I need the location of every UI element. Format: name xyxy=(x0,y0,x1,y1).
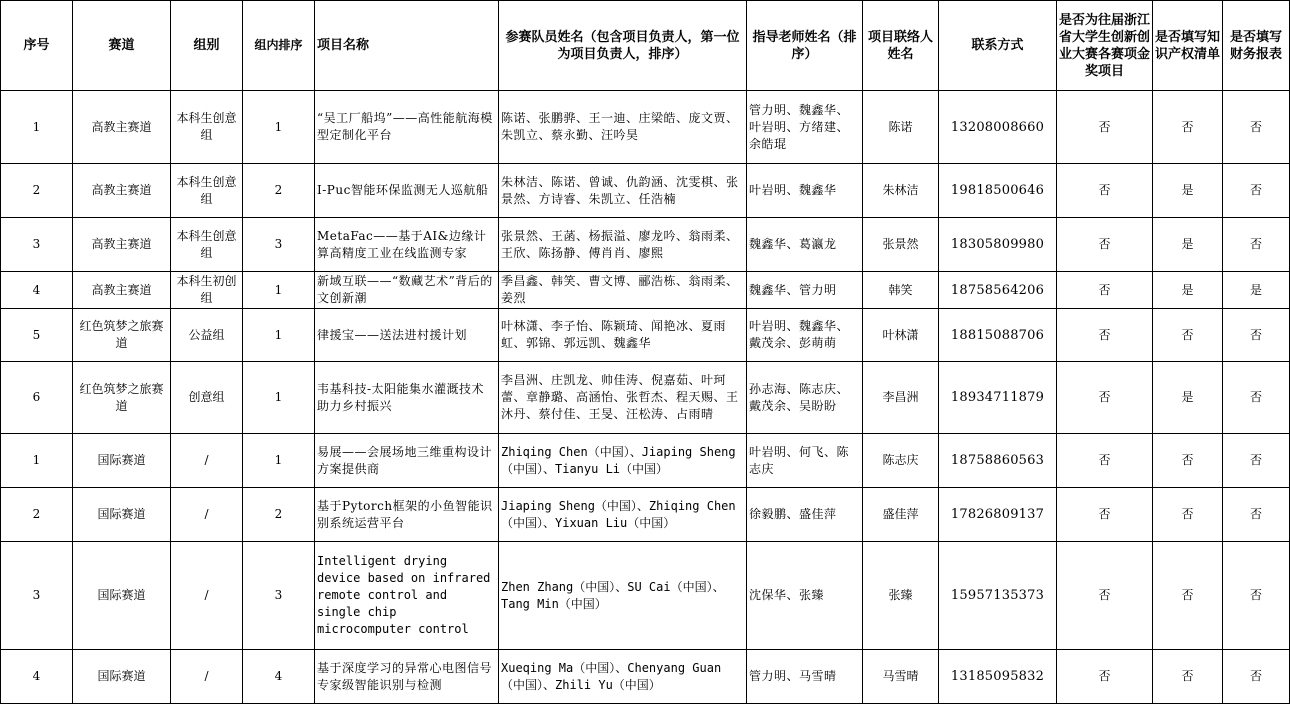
table-row xyxy=(1,91,1290,164)
cell-members: 叶林潇、李子怡、陈颖琦、闻艳冰、夏雨虹、郭锦、郭远凯、魏鑫华 xyxy=(499,309,747,362)
cell-phone: 18305809980 xyxy=(939,218,1057,272)
cell-project: “吴工厂船坞”——高性能航海模型定制化平台 xyxy=(315,91,499,164)
cell-no: 5 xyxy=(1,309,73,362)
table-row xyxy=(1,650,1290,704)
cell-rank: 2 xyxy=(243,164,315,218)
cell-gold-award: 否 xyxy=(1057,542,1153,650)
cell-finance: 否 xyxy=(1223,309,1290,362)
cell-gold-award: 否 xyxy=(1057,218,1153,272)
table-row xyxy=(1,309,1290,362)
cell-teachers: 徐毅鹏、盛佳萍 xyxy=(747,488,863,542)
cell-phone: 15957135373 xyxy=(939,542,1057,650)
cell-phone: 18934711879 xyxy=(939,362,1057,434)
cell-phone: 13185095832 xyxy=(939,650,1057,704)
header-row xyxy=(1,1,1290,91)
cell-finance: 否 xyxy=(1223,542,1290,650)
cell-group: 本科生创意组 xyxy=(171,91,243,164)
cell-ip-list: 否 xyxy=(1153,542,1223,650)
cell-finance: 否 xyxy=(1223,434,1290,488)
cell-rank: 1 xyxy=(243,309,315,362)
cell-rank: 1 xyxy=(243,272,315,309)
cell-finance: 否 xyxy=(1223,218,1290,272)
cell-contact-name: 韩笑 xyxy=(863,272,939,309)
cell-project: Intelligent drying device based on infrared remote control and single chip microcomputer control xyxy=(315,542,499,650)
header-project: 项目名称 xyxy=(315,1,499,91)
cell-project: MetaFac——基于AI&边缘计算高精度工业在线监测专家 xyxy=(315,218,499,272)
cell-track: 高教主赛道 xyxy=(73,272,171,309)
cell-ip-list: 是 xyxy=(1153,164,1223,218)
cell-gold-award: 否 xyxy=(1057,309,1153,362)
cell-no: 2 xyxy=(1,164,73,218)
header-group: 组别 xyxy=(171,1,243,91)
cell-track: 高教主赛道 xyxy=(73,91,171,164)
cell-project: I-Puc智能环保监测无人巡航船 xyxy=(315,164,499,218)
cell-phone: 18758564206 xyxy=(939,272,1057,309)
cell-members: 李昌洲、庄凯龙、帅佳涛、倪嘉茹、叶珂蕾、章静璐、高涵怡、张哲杰、程天赐、王沐丹、蔡付佳、王旻、汪松涛、占雨晴 xyxy=(499,362,747,434)
cell-no: 1 xyxy=(1,91,73,164)
cell-phone: 18758860563 xyxy=(939,434,1057,488)
table-row xyxy=(1,272,1290,309)
cell-finance: 否 xyxy=(1223,650,1290,704)
cell-members: 张景然、王菡、杨振溢、廖龙吟、翁雨柔、王欣、陈扬静、傅肖肖、廖熙 xyxy=(499,218,747,272)
cell-contact-name: 盛佳萍 xyxy=(863,488,939,542)
cell-teachers: 沈保华、张臻 xyxy=(747,542,863,650)
cell-ip-list: 否 xyxy=(1153,309,1223,362)
cell-rank: 1 xyxy=(243,434,315,488)
header-teachers: 指导老师姓名（排序） xyxy=(747,1,863,91)
cell-rank: 3 xyxy=(243,218,315,272)
cell-phone: 19818500646 xyxy=(939,164,1057,218)
table-row xyxy=(1,434,1290,488)
cell-contact-name: 陈诺 xyxy=(863,91,939,164)
cell-ip-list: 否 xyxy=(1153,91,1223,164)
table-row xyxy=(1,164,1290,218)
cell-ip-list: 否 xyxy=(1153,488,1223,542)
cell-contact-name: 张景然 xyxy=(863,218,939,272)
cell-project: 基于深度学习的异常心电图信号专家级智能识别与检测 xyxy=(315,650,499,704)
cell-finance: 否 xyxy=(1223,488,1290,542)
cell-gold-award: 否 xyxy=(1057,91,1153,164)
header-ip-list: 是否填写知识产权清单 xyxy=(1153,1,1223,91)
cell-members: 陈诺、张鹏骅、王一迪、庄梁皓、庞文贾、朱凯立、蔡永勤、汪吟昊 xyxy=(499,91,747,164)
cell-finance: 否 xyxy=(1223,362,1290,434)
cell-members: Jiaping Sheng（中国）、Zhiqing Chen（中国）、Yixuan Liu（中国） xyxy=(499,488,747,542)
cell-ip-list: 否 xyxy=(1153,650,1223,704)
cell-track: 红色筑梦之旅赛道 xyxy=(73,362,171,434)
cell-contact-name: 叶林潇 xyxy=(863,309,939,362)
header-contact-name: 项目联络人姓名 xyxy=(863,1,939,91)
cell-finance: 否 xyxy=(1223,91,1290,164)
cell-project: 律援宝——送法进村援计划 xyxy=(315,309,499,362)
cell-phone: 13208008660 xyxy=(939,91,1057,164)
header-track: 赛道 xyxy=(73,1,171,91)
cell-gold-award: 否 xyxy=(1057,434,1153,488)
cell-group: / xyxy=(171,542,243,650)
cell-members: 季昌鑫、韩笑、曹文博、郦浩栋、翁雨柔、姜烈 xyxy=(499,272,747,309)
cell-group: 公益组 xyxy=(171,309,243,362)
header-phone: 联系方式 xyxy=(939,1,1057,91)
cell-teachers: 孙志海、陈志庆、戴茂余、吴盼盼 xyxy=(747,362,863,434)
cell-gold-award: 否 xyxy=(1057,164,1153,218)
cell-group: 本科生创意组 xyxy=(171,164,243,218)
cell-teachers: 管力明、魏鑫华、叶岩明、方绪建、余皓琨 xyxy=(747,91,863,164)
cell-finance: 是 xyxy=(1223,272,1290,309)
cell-teachers: 叶岩明、魏鑫华 xyxy=(747,164,863,218)
cell-contact-name: 陈志庆 xyxy=(863,434,939,488)
cell-rank: 1 xyxy=(243,91,315,164)
cell-rank: 1 xyxy=(243,362,315,434)
cell-members: Zhiqing Chen（中国）、Jiaping Sheng（中国）、Tianyu Li（中国） xyxy=(499,434,747,488)
cell-teachers: 叶岩明、何飞、陈志庆 xyxy=(747,434,863,488)
cell-rank: 4 xyxy=(243,650,315,704)
cell-contact-name: 马雪晴 xyxy=(863,650,939,704)
cell-gold-award: 否 xyxy=(1057,650,1153,704)
cell-track: 国际赛道 xyxy=(73,434,171,488)
cell-ip-list: 否 xyxy=(1153,434,1223,488)
cell-no: 4 xyxy=(1,272,73,309)
header-members: 参赛队员姓名（包含项目负责人，第一位为项目负责人，排序） xyxy=(499,1,747,91)
cell-members: Xueqing Ma（中国）、Chenyang Guan（中国）、Zhili Yu（中国） xyxy=(499,650,747,704)
cell-group: 创意组 xyxy=(171,362,243,434)
cell-group: 本科生初创组 xyxy=(171,272,243,309)
cell-track: 国际赛道 xyxy=(73,488,171,542)
cell-project: 基于Pytorch框架的小鱼智能识别系统运营平台 xyxy=(315,488,499,542)
cell-teachers: 叶岩明、魏鑫华、戴茂余、彭萌萌 xyxy=(747,309,863,362)
cell-contact-name: 张臻 xyxy=(863,542,939,650)
cell-project: 易展——会展场地三维重构设计方案提供商 xyxy=(315,434,499,488)
cell-ip-list: 是 xyxy=(1153,218,1223,272)
cell-track: 国际赛道 xyxy=(73,542,171,650)
header-finance: 是否填写财务报表 xyxy=(1223,1,1290,91)
cell-no: 6 xyxy=(1,362,73,434)
table-row xyxy=(1,488,1290,542)
cell-ip-list: 是 xyxy=(1153,272,1223,309)
header-rank: 组内排序 xyxy=(243,1,315,91)
header-no: 序号 xyxy=(1,1,73,91)
cell-members: Zhen Zhang（中国）、SU Cai（中国）、Tang Min（中国） xyxy=(499,542,747,650)
cell-group: / xyxy=(171,434,243,488)
cell-members: 朱林洁、陈诺、曾诚、仇韵涵、沈雯棋、张景然、方诗睿、朱凯立、任浩楠 xyxy=(499,164,747,218)
cell-phone: 17826809137 xyxy=(939,488,1057,542)
cell-rank: 3 xyxy=(243,542,315,650)
cell-no: 3 xyxy=(1,218,73,272)
cell-project: 韦基科技-太阳能集水灌溉技术助力乡村振兴 xyxy=(315,362,499,434)
cell-project: 新域互联——“数藏艺术”背后的文创新潮 xyxy=(315,272,499,309)
cell-phone: 18815088706 xyxy=(939,309,1057,362)
cell-rank: 2 xyxy=(243,488,315,542)
cell-no: 2 xyxy=(1,488,73,542)
cell-group: / xyxy=(171,488,243,542)
cell-group: / xyxy=(171,650,243,704)
cell-track: 国际赛道 xyxy=(73,650,171,704)
cell-teachers: 魏鑫华、葛瀛龙 xyxy=(747,218,863,272)
cell-gold-award: 否 xyxy=(1057,488,1153,542)
header-gold-award: 是否为往届浙江省大学生创新创业大赛各赛项金奖项目 xyxy=(1057,1,1153,91)
cell-no: 1 xyxy=(1,434,73,488)
cell-ip-list: 是 xyxy=(1153,362,1223,434)
cell-teachers: 管力明、马雪晴 xyxy=(747,650,863,704)
cell-group: 本科生创意组 xyxy=(171,218,243,272)
cell-gold-award: 否 xyxy=(1057,362,1153,434)
cell-contact-name: 朱林洁 xyxy=(863,164,939,218)
cell-track: 红色筑梦之旅赛道 xyxy=(73,309,171,362)
cell-track: 高教主赛道 xyxy=(73,164,171,218)
cell-no: 4 xyxy=(1,650,73,704)
cell-teachers: 魏鑫华、管力明 xyxy=(747,272,863,309)
table-row xyxy=(1,542,1290,650)
cell-no: 3 xyxy=(1,542,73,650)
table-row xyxy=(1,218,1290,272)
cell-gold-award: 否 xyxy=(1057,272,1153,309)
cell-track: 高教主赛道 xyxy=(73,218,171,272)
table-row xyxy=(1,362,1290,434)
cell-finance: 否 xyxy=(1223,164,1290,218)
cell-contact-name: 李昌洲 xyxy=(863,362,939,434)
